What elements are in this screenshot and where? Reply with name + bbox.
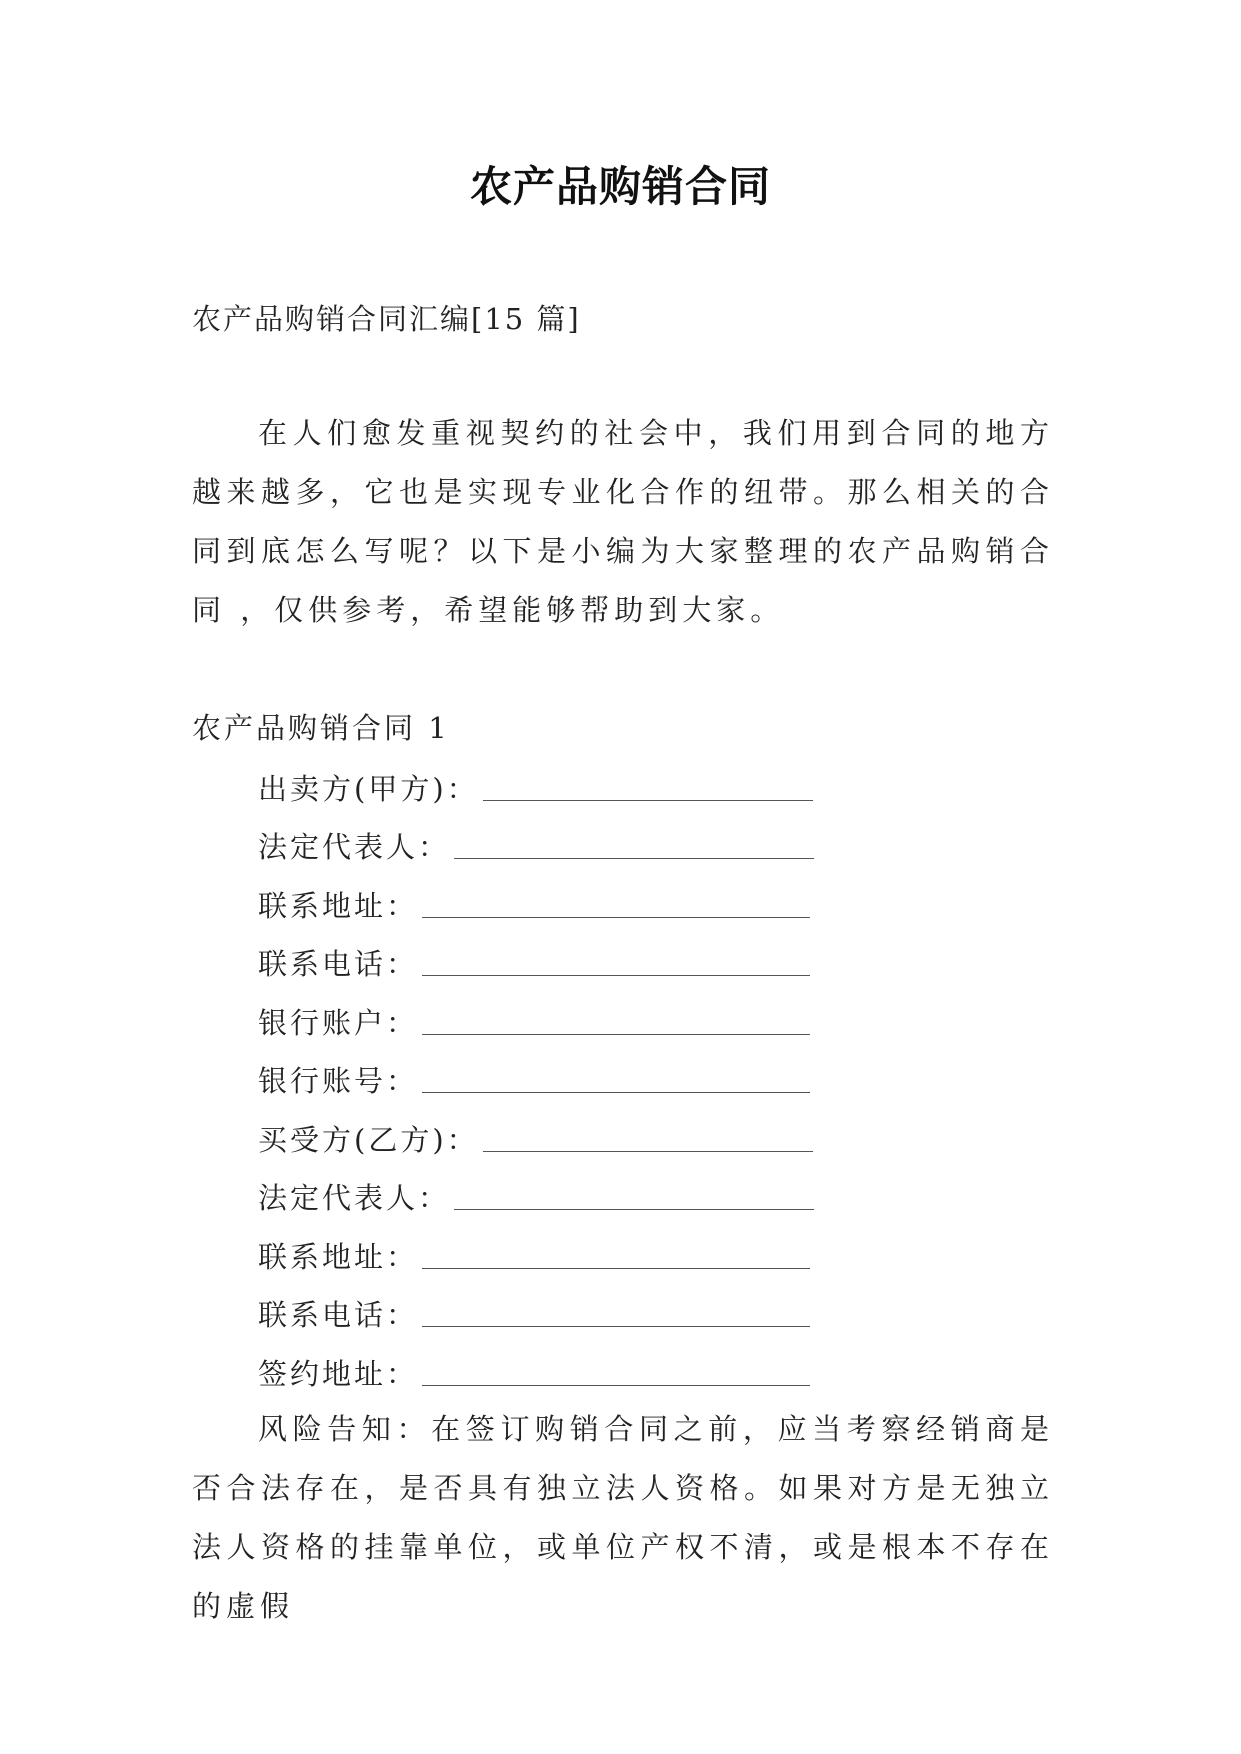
blank-line xyxy=(422,1359,810,1386)
blank-line xyxy=(454,1183,814,1210)
field-label: 签约地址： xyxy=(258,1356,419,1391)
document-subtitle: 农产品购销合同汇编[15 篇] xyxy=(192,302,581,336)
field-buyer-phone xyxy=(258,1285,814,1344)
field-label: 联系电话： xyxy=(258,1298,419,1333)
blank-line xyxy=(483,774,813,801)
blank-line xyxy=(483,1125,813,1152)
intro-paragraph: 在人们愈发重视契约的社会中，我们用到合同的地方越来越多，它也是实现专业化合作的纽带。那么相关的合同到底怎么写呢？以下是小编为大家整理的农产品购销合同 ，仅供参考，希望能够帮助到大家。 xyxy=(192,416,1054,627)
section-heading: 农产品购销合同 1 xyxy=(192,711,450,745)
field-bank-account-name xyxy=(258,992,814,1051)
blank-line xyxy=(422,1300,810,1327)
field-buyer xyxy=(258,1109,814,1168)
field-seller xyxy=(258,758,814,817)
field-label: 银行账户： xyxy=(258,1005,419,1040)
field-label: 法定代表人： xyxy=(258,1181,451,1216)
field-label: 出卖方(甲方)： xyxy=(258,771,479,806)
blank-line xyxy=(422,1066,810,1093)
blank-line xyxy=(422,1242,810,1269)
blank-line xyxy=(422,949,810,976)
risk-notice-paragraph: 风险告知：在签订购销合同之前，应当考察经销商是否合法存在，是否具有独立法人资格。如果对方是无独立法人资格的挂靠单位，或单位产权不清，或是根本不存在的虚假 xyxy=(192,1412,1054,1623)
field-seller-legal-rep xyxy=(258,817,814,876)
field-bank-account-number xyxy=(258,1051,814,1110)
field-buyer-legal-rep xyxy=(258,1168,814,1227)
field-label: 银行账号： xyxy=(258,1064,419,1099)
field-label: 联系电话： xyxy=(258,947,419,982)
field-label: 联系地址： xyxy=(258,888,419,923)
field-seller-address xyxy=(258,875,814,934)
party-fields xyxy=(258,758,814,1402)
blank-line xyxy=(422,1008,810,1035)
blank-line xyxy=(422,891,810,918)
document-title: 农产品购销合同 xyxy=(469,162,771,211)
field-label: 法定代表人： xyxy=(258,830,451,865)
field-buyer-address xyxy=(258,1226,814,1285)
blank-line xyxy=(454,832,814,859)
field-seller-phone xyxy=(258,934,814,993)
field-signing-address xyxy=(258,1343,814,1402)
field-label: 买受方(乙方)： xyxy=(258,1122,479,1157)
field-label: 联系地址： xyxy=(258,1239,419,1274)
